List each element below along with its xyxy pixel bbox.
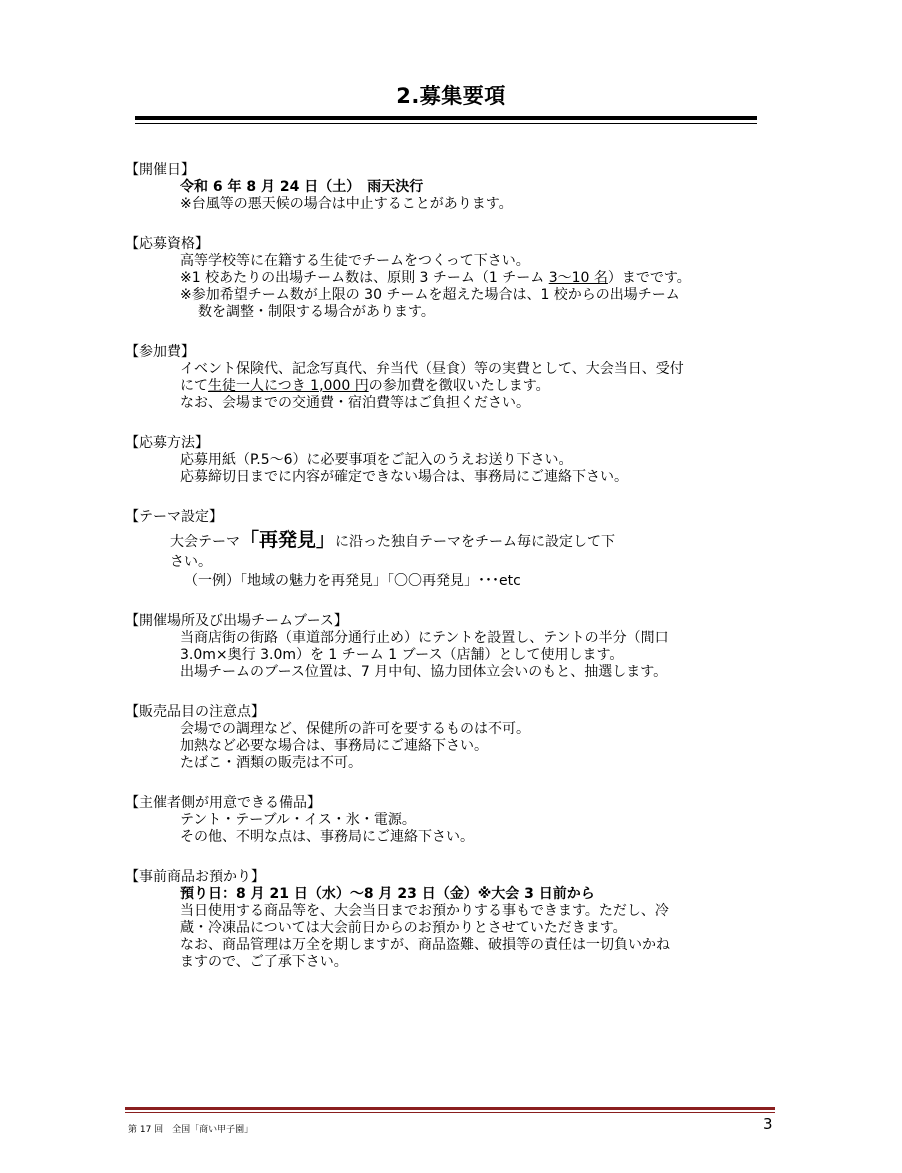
- section-text: さい。: [170, 554, 212, 570]
- theme-keyword: 「再発見」: [240, 529, 336, 551]
- section-text: 数を調整・制限する場合があります。: [198, 304, 435, 320]
- section-text: 会場での調理など、保健所の許可を要するものは不可。: [180, 721, 530, 737]
- theme-example: （一例）「地域の魅力を再発見」「〇〇再発見」･･･etc: [184, 573, 521, 589]
- title-divider-thick: [135, 116, 757, 120]
- section-text: ※台風等の悪天候の場合は中止することがあります。: [180, 196, 513, 212]
- section-text: 当日使用する商品等を、大会当日までお預かりする事もできます。ただし、冷: [180, 903, 669, 919]
- page-number: 3: [763, 1115, 773, 1133]
- section-heading: 【開催日】: [125, 162, 195, 178]
- title-divider-thin: [135, 123, 757, 124]
- section-text: 高等学校等に在籍する生徒でチームをつくって下さい。: [180, 253, 530, 269]
- storage-date: 預り日：8 月 21 日（水）～8 月 23 日（金）※大会 3 日前から: [180, 886, 595, 902]
- section-equipment: [125, 794, 775, 846]
- section-text: イベント保険代、記念写真代、弁当代（昼食）等の実費として、大会当日、受付: [180, 361, 684, 377]
- section-text: ※参加希望チーム数が上限の 30 チームを超えた場合は、1 校からの出場チーム: [180, 287, 680, 303]
- footer-divider-thin: [125, 1112, 775, 1113]
- requirements-content: [125, 161, 775, 993]
- section-text: 3.0m×奥行 3.0m）を 1 チーム 1 ブース（店舗）として使用します。: [180, 647, 624, 663]
- section-text: その他、不明な点は、事務局にご連絡下さい。: [180, 829, 474, 845]
- text-fragment: にて: [180, 378, 208, 394]
- section-heading: 【テーマ設定】: [125, 509, 223, 525]
- section-goods: [125, 703, 775, 772]
- section-text: なお、商品管理は万全を期しますが、商品盗難、破損等の責任は一切負いかね: [180, 937, 670, 953]
- section-heading: 【主催者側が用意できる備品】: [125, 795, 321, 811]
- section-eligibility: [125, 235, 775, 321]
- section-method: [125, 434, 775, 486]
- section-text: テント・テーブル・イス・氷・電源。: [180, 812, 416, 828]
- section-text: なお、会場までの交通費・宿泊費等はご負担ください。: [180, 395, 530, 411]
- section-text: [180, 270, 775, 287]
- section-heading: 【参加費】: [125, 344, 195, 360]
- section-text: 出場チームのブース位置は、7 月中旬、協力団体立会いのもと、抽選します。: [180, 664, 668, 680]
- section-text: 加熱など必要な場合は、事務局にご連絡下さい。: [180, 738, 488, 754]
- underlined-text: 3～10 名: [548, 270, 608, 286]
- section-heading: 【事前商品お預かり】: [125, 869, 265, 885]
- section-text: たばこ・酒類の販売は不可。: [180, 755, 362, 771]
- section-heading: 【販売品目の注意点】: [125, 704, 265, 720]
- page-title: 2.募集要項: [396, 84, 506, 108]
- section-date: [125, 161, 775, 213]
- section-heading: 【応募方法】: [125, 435, 209, 451]
- section-heading: 【開催場所及び出場チームブース】: [125, 613, 348, 629]
- underlined-text: 生徒一人につき 1,000 円: [208, 378, 369, 394]
- text-fragment: ※1 校あたりの出場チーム数は、原則 3 チーム（1 チーム: [180, 270, 549, 286]
- text-fragment: ）までです。: [607, 270, 691, 286]
- text-fragment: に沿った独自テーマをチーム毎に設定して下: [335, 534, 616, 550]
- section-text: 蔵・冷凍品については大会前日からのお預かりとさせていただきます。: [180, 920, 627, 936]
- section-text: ますので、ご了承下さい。: [180, 954, 348, 970]
- footer-divider-thick: [125, 1107, 775, 1110]
- text-fragment: の参加費を徴収いたします。: [368, 378, 550, 394]
- section-theme: [125, 508, 775, 590]
- section-heading: 【応募資格】: [125, 236, 209, 252]
- section-text: 当商店街の街路（車道部分通行止め）にテントを設置し、テントの半分（間口: [180, 630, 669, 646]
- section-text: 応募締切日までに内容が確定できない場合は、事務局にご連絡下さい。: [180, 469, 628, 485]
- section-venue: [125, 612, 775, 681]
- text-fragment: 大会テーマ: [170, 534, 240, 550]
- section-storage: [125, 868, 775, 971]
- section-text: [170, 528, 775, 554]
- footer-event-name: 第 17 回 全国「商い甲子園」: [128, 1125, 254, 1135]
- event-date: 令和 6 年 8 月 24 日（土） 雨天決行: [180, 179, 424, 195]
- section-text: 応募用紙（P.5～6）に必要事項をご記入のうえお送り下さい。: [180, 452, 573, 468]
- section-text: [180, 378, 775, 395]
- section-fee: [125, 343, 775, 412]
